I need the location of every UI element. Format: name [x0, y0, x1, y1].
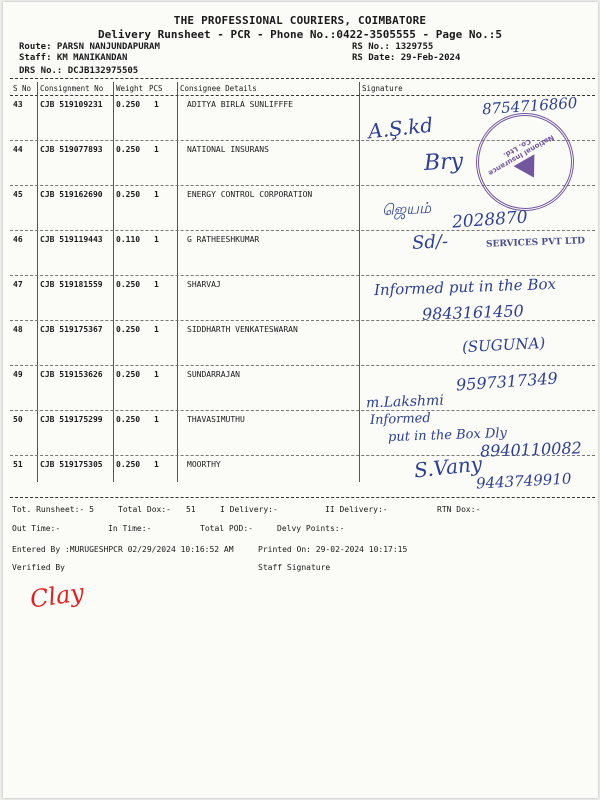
- printed-on: Printed On: 29-02-2024 10:17:15: [258, 545, 408, 554]
- row-pcs: 1: [154, 190, 159, 199]
- row-pcs: 1: [154, 460, 159, 469]
- handwritten-phone: 9843161450: [421, 301, 525, 324]
- rtn-dox: RTN Dox:-: [437, 505, 481, 514]
- row-consignee: SIDDHARTH VENKATESWARAN: [187, 325, 298, 334]
- handwritten-note: Informed: [369, 410, 431, 429]
- in-time: In Time:-: [108, 524, 152, 533]
- row-consignee: ENERGY CONTROL CORPORATION: [187, 190, 313, 199]
- col-consignee: Consignee Details: [180, 84, 257, 93]
- row-consignee: SHARVAJ: [187, 280, 221, 289]
- i-delivery: I Delivery:-: [220, 505, 278, 514]
- row-weight: 0.250: [116, 460, 141, 469]
- handwritten-note: put in the Box Dly: [387, 425, 508, 446]
- row-consignment: CJB 519175367: [40, 325, 103, 334]
- times-line: [0, 524, 600, 536]
- row-pcs: 1: [154, 100, 159, 109]
- row-consignment: CJB 519181559: [40, 280, 103, 289]
- row-weight: 0.250: [116, 325, 141, 334]
- col-weight: Weight: [116, 84, 144, 93]
- out-time: Out Time:-: [12, 524, 61, 533]
- row-pcs: 1: [154, 415, 159, 424]
- row-separator: [10, 365, 595, 366]
- row-pcs: 1: [154, 370, 159, 379]
- row-consignment: CJB 519077893: [40, 145, 103, 154]
- row-pcs: 1: [154, 145, 159, 154]
- header-rule-bottom: [10, 95, 595, 96]
- row-sno: 46: [13, 235, 23, 244]
- row-sno: 45: [13, 190, 23, 199]
- row-separator: [10, 230, 595, 231]
- ii-delivery: II Delivery:-: [325, 505, 388, 514]
- row-consignment: CJB 519175299: [40, 415, 103, 424]
- signoff-line: [0, 563, 600, 575]
- handwritten-phone: 8754716860: [481, 93, 578, 119]
- handwritten-signature: Bry: [423, 148, 464, 177]
- company-title: THE PROFESSIONAL COURIERS, COIMBATORE: [173, 14, 427, 27]
- entry-line: [0, 545, 600, 557]
- row-consignment: CJB 519162690: [40, 190, 103, 199]
- handwritten-signature: A.Ş.kd: [366, 112, 435, 144]
- row-sno: 47: [13, 280, 23, 289]
- handwritten-signature: ஜெயம்: [381, 198, 432, 220]
- col-signature: Signature: [362, 84, 403, 93]
- row-weight: 0.250: [116, 280, 141, 289]
- row-consignee: NATIONAL INSURANS: [187, 145, 269, 154]
- handwritten-phone: 8940110082: [479, 438, 583, 461]
- row-weight: 0.250: [116, 370, 141, 379]
- verifier-signature: Clay: [28, 578, 86, 614]
- total-dox-value: 51: [186, 505, 196, 514]
- row-sno: 49: [13, 370, 23, 379]
- row-consignment: CJB 519109231: [40, 100, 103, 109]
- row-weight: 0.250: [116, 190, 141, 199]
- handwritten-signature: S.Vany: [412, 451, 484, 483]
- row-weight: 0.250: [116, 415, 141, 424]
- staff-signature-label: Staff Signature: [258, 563, 331, 572]
- col-consignment: Consignment No: [40, 84, 104, 93]
- rs-date: RS Date: 29-Feb-2024: [352, 53, 461, 63]
- rubber-stamp-text: SERVICES PVT LTD: [485, 236, 586, 250]
- row-pcs: 1: [154, 235, 159, 244]
- row-sno: 43: [13, 100, 23, 109]
- row-consignee: SUNDARRAJAN: [187, 370, 240, 379]
- row-consignee: G RATHEESHKUMAR: [187, 235, 260, 244]
- row-consignee: ADITYA BIRLA SUNLIFFFE: [187, 100, 293, 109]
- handwritten-phone: 9597317349: [455, 368, 559, 395]
- row-consignment: CJB 519119443: [40, 235, 103, 244]
- totals-line: [0, 505, 600, 517]
- delvy-points: Delvy Points:-: [277, 524, 345, 533]
- row-pcs: 1: [154, 325, 159, 334]
- rs-number: RS No.: 1329755: [352, 42, 434, 52]
- handwritten-signature: m.Lakshmi: [365, 392, 445, 412]
- runsheet-subtitle: Delivery Runsheet - PCR - Phone No.:0422-3505555 - Page No.:5: [98, 28, 502, 41]
- verified-by: Verified By: [12, 563, 65, 572]
- row-sno: 44: [13, 145, 23, 154]
- header-rule-top: [10, 78, 595, 79]
- col-sno: S No: [13, 84, 32, 93]
- row-separator: [10, 410, 595, 411]
- totals-rule: [10, 497, 595, 498]
- row-weight: 0.250: [116, 145, 141, 154]
- handwritten-signature: (SUGUNA): [461, 333, 546, 357]
- handwritten-phone: 9443749910: [475, 469, 572, 493]
- total-pod: Total POD:-: [200, 524, 253, 533]
- row-consignment: CJB 519153626: [40, 370, 103, 379]
- row-sno: 50: [13, 415, 23, 424]
- handwritten-signature: Sd/-: [411, 231, 449, 254]
- total-dox-label: Total Dox:-: [118, 505, 171, 514]
- entered-by: Entered By :MURUGESHPCR 02/29/2024 10:16:52 AM: [12, 545, 234, 554]
- handwritten-number: 2028870: [451, 207, 529, 233]
- row-weight: 0.250: [116, 100, 141, 109]
- drs-number: DRS No.: DCJB132975505: [19, 66, 139, 76]
- row-consignment: CJB 519175305: [40, 460, 103, 469]
- row-weight: 0.110: [116, 235, 141, 244]
- row-pcs: 1: [154, 280, 159, 289]
- row-sno: 51: [13, 460, 23, 469]
- total-runsheet: Tot. Runsheet:- 5: [12, 505, 94, 514]
- handwritten-note: Informed put in the Box: [373, 274, 557, 300]
- row-consignee: MOORTHY: [187, 460, 221, 469]
- row-sno: 48: [13, 325, 23, 334]
- col-pcs: PCS: [149, 84, 163, 93]
- stamp-text: National Insurance Co. Ltd.: [480, 125, 569, 200]
- row-consignee: THAVASIMUTHU: [187, 415, 245, 424]
- route-label: Route: PARSN NANJUNDAPURAM: [19, 42, 160, 52]
- staff-label: Staff: KM MANIKANDAN: [19, 53, 128, 63]
